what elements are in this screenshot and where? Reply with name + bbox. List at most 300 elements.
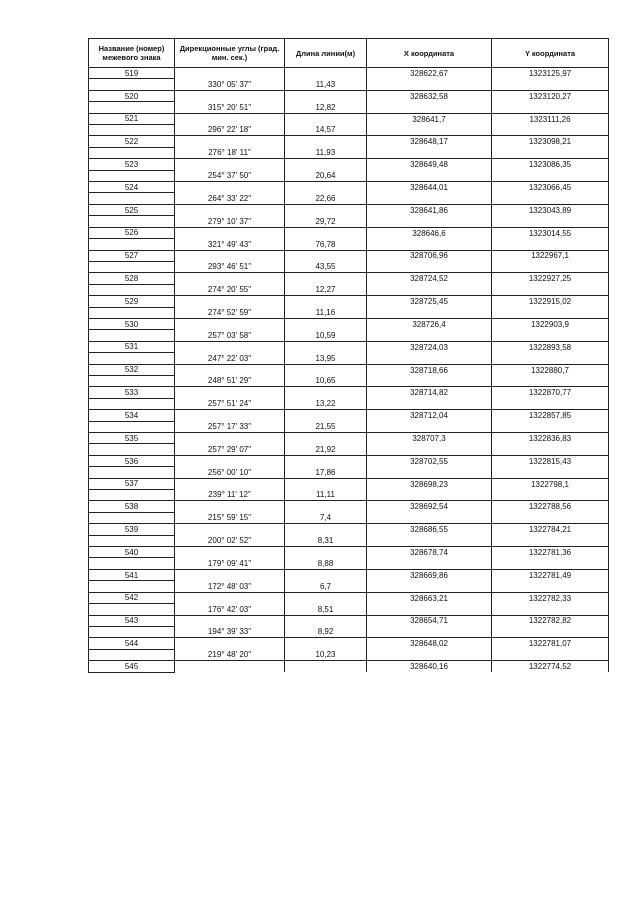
point-row [89, 433, 609, 444]
mark-name-cell: 522 [89, 136, 175, 147]
empty-name-cell [89, 102, 175, 113]
empty-x-cell [367, 375, 492, 386]
direction-angle-cell: 172° 48' 03" [175, 581, 285, 592]
empty-y-cell [492, 307, 609, 318]
empty-y-cell [492, 330, 609, 341]
line-length-cell: 8,31 [285, 535, 367, 546]
empty-name-cell [89, 558, 175, 569]
empty-y-cell [492, 626, 609, 637]
empty-x-cell [367, 558, 492, 569]
y-coordinate-cell: 1323043,89 [492, 204, 609, 215]
x-coordinate-cell: 328725,45 [367, 296, 492, 307]
direction-angle-cell: 257° 29' 07" [175, 444, 285, 455]
mark-name-cell: 537 [89, 478, 175, 489]
empty-length-cell [285, 204, 367, 215]
empty-length-cell [285, 250, 367, 261]
empty-x-cell [367, 147, 492, 158]
mark-name-cell: 540 [89, 547, 175, 558]
empty-angle-cell [175, 90, 285, 101]
line-length-cell: 10,59 [285, 330, 367, 341]
empty-x-cell [367, 102, 492, 113]
direction-angle-cell: 276° 18' 11" [175, 147, 285, 158]
y-coordinate-cell: 1322782,33 [492, 592, 609, 603]
y-coordinate-cell: 1322836,83 [492, 433, 609, 444]
empty-y-cell [492, 444, 609, 455]
segment-row [89, 512, 609, 523]
x-coordinate-cell: 328714,82 [367, 387, 492, 398]
line-length-cell: 11,11 [285, 490, 367, 501]
segment-row [89, 467, 609, 478]
direction-angle-cell: 274° 52' 59" [175, 307, 285, 318]
empty-name-cell [89, 604, 175, 615]
empty-length-cell [285, 68, 367, 79]
empty-y-cell [492, 581, 609, 592]
direction-angle-cell: 330° 05' 37" [175, 79, 285, 90]
empty-length-cell [285, 159, 367, 170]
empty-angle-cell [175, 592, 285, 603]
mark-name-cell: 535 [89, 433, 175, 444]
direction-angle-cell: 257° 17' 33" [175, 421, 285, 432]
empty-x-cell [367, 581, 492, 592]
y-coordinate-cell: 1322781,49 [492, 569, 609, 580]
empty-x-cell [367, 307, 492, 318]
point-row [89, 296, 609, 307]
empty-x-cell [367, 649, 492, 660]
empty-name-cell [89, 216, 175, 227]
empty-length-cell [285, 296, 367, 307]
empty-length-cell [285, 638, 367, 649]
header-mark-name: Название (номер) межевого знака [89, 39, 175, 68]
segment-row [89, 261, 609, 272]
segment-row [89, 307, 609, 318]
empty-angle-cell [175, 113, 285, 124]
empty-length-cell [285, 455, 367, 466]
line-length-cell: 6,7 [285, 581, 367, 592]
direction-angle-cell: 315° 20' 51" [175, 102, 285, 113]
empty-y-cell [492, 102, 609, 113]
empty-length-cell [285, 387, 367, 398]
empty-y-cell [492, 490, 609, 501]
segment-row [89, 330, 609, 341]
point-row [89, 410, 609, 421]
direction-angle-cell: 215° 59' 15" [175, 512, 285, 523]
y-coordinate-cell: 1323111,26 [492, 113, 609, 124]
empty-x-cell [367, 444, 492, 455]
mark-name-cell: 545 [89, 661, 175, 672]
line-length-cell: 8,51 [285, 604, 367, 615]
boundary-coordinates-sheet [88, 38, 608, 673]
empty-angle-cell [175, 204, 285, 215]
line-length-cell: 13,95 [285, 353, 367, 364]
segment-row [89, 284, 609, 295]
y-coordinate-cell: 1322798,1 [492, 478, 609, 489]
empty-angle-cell [175, 159, 285, 170]
point-row [89, 182, 609, 193]
segment-row [89, 626, 609, 637]
y-coordinate-cell: 1323066,45 [492, 182, 609, 193]
line-length-cell: 21,92 [285, 444, 367, 455]
line-length-cell: 7,4 [285, 512, 367, 523]
x-coordinate-cell: 328726,4 [367, 318, 492, 329]
mark-name-cell: 525 [89, 204, 175, 215]
point-row [89, 341, 609, 352]
table-body [89, 68, 609, 673]
direction-angle-cell: 296° 22' 18" [175, 125, 285, 136]
direction-angle-cell: 194° 39' 33" [175, 626, 285, 637]
empty-name-cell [89, 535, 175, 546]
direction-angle-cell: 200° 02' 52" [175, 535, 285, 546]
y-coordinate-cell: 1323014,55 [492, 227, 609, 238]
empty-x-cell [367, 353, 492, 364]
point-row [89, 387, 609, 398]
empty-y-cell [492, 535, 609, 546]
empty-length-cell [285, 661, 367, 672]
point-row [89, 90, 609, 101]
y-coordinate-cell: 1322781,07 [492, 638, 609, 649]
empty-x-cell [367, 330, 492, 341]
empty-angle-cell [175, 68, 285, 79]
coordinates-table [88, 38, 609, 673]
direction-angle-cell: 179° 09' 41" [175, 558, 285, 569]
segment-row [89, 239, 609, 250]
line-length-cell: 29,72 [285, 216, 367, 227]
empty-y-cell [492, 353, 609, 364]
x-coordinate-cell: 328641,86 [367, 204, 492, 215]
empty-angle-cell [175, 296, 285, 307]
empty-y-cell [492, 216, 609, 227]
x-coordinate-cell: 328644,01 [367, 182, 492, 193]
segment-row [89, 444, 609, 455]
x-coordinate-cell: 328669,86 [367, 569, 492, 580]
x-coordinate-cell: 328641,7 [367, 113, 492, 124]
empty-y-cell [492, 239, 609, 250]
empty-length-cell [285, 273, 367, 284]
direction-angle-cell: 248° 51' 29" [175, 375, 285, 386]
header-line-length: Длина линии(м) [285, 39, 367, 68]
header-direction-angle: Дирекционные углы (град. мин. сек.) [175, 39, 285, 68]
empty-x-cell [367, 79, 492, 90]
empty-name-cell [89, 239, 175, 250]
empty-angle-cell [175, 615, 285, 626]
y-coordinate-cell: 1322893,58 [492, 341, 609, 352]
line-length-cell: 21,55 [285, 421, 367, 432]
segment-row [89, 558, 609, 569]
mark-name-cell: 539 [89, 524, 175, 535]
segment-row [89, 604, 609, 615]
empty-angle-cell [175, 227, 285, 238]
empty-angle-cell [175, 661, 285, 672]
line-length-cell: 13,22 [285, 398, 367, 409]
direction-angle-cell: 279° 10' 37" [175, 216, 285, 227]
segment-row [89, 170, 609, 181]
y-coordinate-cell: 1322857,85 [492, 410, 609, 421]
empty-angle-cell [175, 638, 285, 649]
y-coordinate-cell: 1322788,56 [492, 501, 609, 512]
line-length-cell: 12,82 [285, 102, 367, 113]
table-header-row [89, 39, 609, 68]
empty-name-cell [89, 284, 175, 295]
mark-name-cell: 523 [89, 159, 175, 170]
empty-length-cell [285, 113, 367, 124]
x-coordinate-cell: 328686,55 [367, 524, 492, 535]
mark-name-cell: 529 [89, 296, 175, 307]
empty-length-cell [285, 501, 367, 512]
y-coordinate-cell: 1322880,7 [492, 364, 609, 375]
line-length-cell: 11,43 [285, 79, 367, 90]
empty-name-cell [89, 307, 175, 318]
mark-name-cell: 532 [89, 364, 175, 375]
x-coordinate-cell: 328648,02 [367, 638, 492, 649]
line-length-cell: 76,78 [285, 239, 367, 250]
x-coordinate-cell: 328622,67 [367, 68, 492, 79]
empty-length-cell [285, 433, 367, 444]
empty-x-cell [367, 535, 492, 546]
empty-name-cell [89, 490, 175, 501]
empty-angle-cell [175, 433, 285, 444]
empty-name-cell [89, 444, 175, 455]
point-row [89, 524, 609, 535]
mark-name-cell: 543 [89, 615, 175, 626]
segment-row [89, 398, 609, 409]
point-row [89, 68, 609, 79]
x-coordinate-cell: 328640,16 [367, 661, 492, 672]
point-row [89, 615, 609, 626]
x-coordinate-cell: 328702,55 [367, 455, 492, 466]
empty-name-cell [89, 147, 175, 158]
point-row [89, 638, 609, 649]
segment-row [89, 193, 609, 204]
y-coordinate-cell: 1322870,77 [492, 387, 609, 398]
direction-angle-cell: 257° 51' 24" [175, 398, 285, 409]
mark-name-cell: 544 [89, 638, 175, 649]
line-length-cell: 22,66 [285, 193, 367, 204]
empty-y-cell [492, 512, 609, 523]
empty-y-cell [492, 375, 609, 386]
empty-angle-cell [175, 341, 285, 352]
line-length-cell: 10,23 [285, 649, 367, 660]
mark-name-cell: 528 [89, 273, 175, 284]
x-coordinate-cell: 328648,17 [367, 136, 492, 147]
direction-angle-cell: 264° 33' 22" [175, 193, 285, 204]
segment-row [89, 125, 609, 136]
x-coordinate-cell: 328718,66 [367, 364, 492, 375]
empty-name-cell [89, 467, 175, 478]
empty-name-cell [89, 261, 175, 272]
point-row [89, 478, 609, 489]
point-row [89, 113, 609, 124]
empty-angle-cell [175, 182, 285, 193]
mark-name-cell: 519 [89, 68, 175, 79]
line-length-cell: 11,16 [285, 307, 367, 318]
header-x-coordinate: X координата [367, 39, 492, 68]
x-coordinate-cell: 328646,6 [367, 227, 492, 238]
mark-name-cell: 541 [89, 569, 175, 580]
mark-name-cell: 531 [89, 341, 175, 352]
mark-name-cell: 526 [89, 227, 175, 238]
line-length-cell: 17,86 [285, 467, 367, 478]
point-row [89, 250, 609, 261]
mark-name-cell: 520 [89, 90, 175, 101]
empty-x-cell [367, 170, 492, 181]
x-coordinate-cell: 328678,74 [367, 547, 492, 558]
mark-name-cell: 534 [89, 410, 175, 421]
mark-name-cell: 530 [89, 318, 175, 329]
empty-x-cell [367, 512, 492, 523]
empty-length-cell [285, 478, 367, 489]
empty-y-cell [492, 558, 609, 569]
empty-length-cell [285, 547, 367, 558]
x-coordinate-cell: 328632,58 [367, 90, 492, 101]
direction-angle-cell: 274° 20' 55" [175, 284, 285, 295]
point-row [89, 318, 609, 329]
line-length-cell: 11,93 [285, 147, 367, 158]
empty-y-cell [492, 125, 609, 136]
empty-length-cell [285, 615, 367, 626]
empty-x-cell [367, 193, 492, 204]
empty-x-cell [367, 239, 492, 250]
direction-angle-cell: 239° 11' 12" [175, 490, 285, 501]
line-length-cell: 14,57 [285, 125, 367, 136]
line-length-cell: 8,92 [285, 626, 367, 637]
empty-x-cell [367, 216, 492, 227]
segment-row [89, 79, 609, 90]
empty-y-cell [492, 604, 609, 615]
y-coordinate-cell: 1322903,9 [492, 318, 609, 329]
empty-angle-cell [175, 524, 285, 535]
line-length-cell: 10,65 [285, 375, 367, 386]
empty-length-cell [285, 364, 367, 375]
mark-name-cell: 536 [89, 455, 175, 466]
empty-x-cell [367, 490, 492, 501]
direction-angle-cell: 257° 03' 58" [175, 330, 285, 341]
empty-angle-cell [175, 455, 285, 466]
empty-name-cell [89, 581, 175, 592]
empty-y-cell [492, 398, 609, 409]
y-coordinate-cell: 1322781,36 [492, 547, 609, 558]
segment-row [89, 649, 609, 660]
header-y-coordinate: Y координата [492, 39, 609, 68]
point-row [89, 592, 609, 603]
empty-name-cell [89, 375, 175, 386]
empty-name-cell [89, 79, 175, 90]
empty-angle-cell [175, 364, 285, 375]
point-row [89, 227, 609, 238]
empty-name-cell [89, 353, 175, 364]
empty-x-cell [367, 626, 492, 637]
segment-row [89, 102, 609, 113]
direction-angle-cell: 254° 37' 50" [175, 170, 285, 181]
segment-row [89, 490, 609, 501]
line-length-cell: 43,55 [285, 261, 367, 272]
x-coordinate-cell: 328649,48 [367, 159, 492, 170]
empty-name-cell [89, 649, 175, 660]
mark-name-cell: 521 [89, 113, 175, 124]
empty-name-cell [89, 125, 175, 136]
direction-angle-cell: 247° 22' 03" [175, 353, 285, 364]
direction-angle-cell: 256° 00' 10" [175, 467, 285, 478]
empty-name-cell [89, 193, 175, 204]
segment-row [89, 147, 609, 158]
y-coordinate-cell: 1322915,02 [492, 296, 609, 307]
empty-angle-cell [175, 501, 285, 512]
empty-name-cell [89, 512, 175, 523]
y-coordinate-cell: 1323086,35 [492, 159, 609, 170]
x-coordinate-cell: 328663,21 [367, 592, 492, 603]
empty-angle-cell [175, 478, 285, 489]
empty-x-cell [367, 125, 492, 136]
empty-name-cell [89, 398, 175, 409]
x-coordinate-cell: 328654,71 [367, 615, 492, 626]
y-coordinate-cell: 1322815,43 [492, 455, 609, 466]
empty-x-cell [367, 604, 492, 615]
segment-row [89, 353, 609, 364]
y-coordinate-cell: 1323120,27 [492, 90, 609, 101]
empty-y-cell [492, 421, 609, 432]
x-coordinate-cell: 328724,03 [367, 341, 492, 352]
line-length-cell: 8,88 [285, 558, 367, 569]
direction-angle-cell: 293° 46' 51" [175, 261, 285, 272]
x-coordinate-cell: 328712,04 [367, 410, 492, 421]
segment-row [89, 421, 609, 432]
point-row [89, 204, 609, 215]
empty-angle-cell [175, 136, 285, 147]
line-length-cell: 12,27 [285, 284, 367, 295]
empty-angle-cell [175, 569, 285, 580]
empty-name-cell [89, 330, 175, 341]
empty-length-cell [285, 569, 367, 580]
empty-length-cell [285, 410, 367, 421]
empty-name-cell [89, 626, 175, 637]
empty-y-cell [492, 193, 609, 204]
empty-length-cell [285, 227, 367, 238]
mark-name-cell: 527 [89, 250, 175, 261]
empty-length-cell [285, 136, 367, 147]
x-coordinate-cell: 328698,23 [367, 478, 492, 489]
empty-y-cell [492, 649, 609, 660]
empty-name-cell [89, 421, 175, 432]
empty-y-cell [492, 284, 609, 295]
segment-row [89, 581, 609, 592]
empty-y-cell [492, 467, 609, 478]
empty-length-cell [285, 341, 367, 352]
empty-y-cell [492, 147, 609, 158]
empty-length-cell [285, 524, 367, 535]
segment-row [89, 375, 609, 386]
empty-length-cell [285, 90, 367, 101]
empty-x-cell [367, 398, 492, 409]
x-coordinate-cell: 328707,3 [367, 433, 492, 444]
empty-x-cell [367, 467, 492, 478]
empty-angle-cell [175, 410, 285, 421]
empty-x-cell [367, 261, 492, 272]
mark-name-cell: 542 [89, 592, 175, 603]
point-row [89, 136, 609, 147]
empty-angle-cell [175, 547, 285, 558]
direction-angle-cell: 219° 48' 20" [175, 649, 285, 660]
y-coordinate-cell: 1322784,21 [492, 524, 609, 535]
empty-x-cell [367, 284, 492, 295]
y-coordinate-cell: 1322774,52 [492, 661, 609, 672]
empty-x-cell [367, 421, 492, 432]
mark-name-cell: 538 [89, 501, 175, 512]
direction-angle-cell: 321° 49' 43" [175, 239, 285, 250]
empty-y-cell [492, 261, 609, 272]
empty-angle-cell [175, 387, 285, 398]
x-coordinate-cell: 328724,52 [367, 273, 492, 284]
point-row [89, 501, 609, 512]
point-row [89, 159, 609, 170]
x-coordinate-cell: 328706,96 [367, 250, 492, 261]
